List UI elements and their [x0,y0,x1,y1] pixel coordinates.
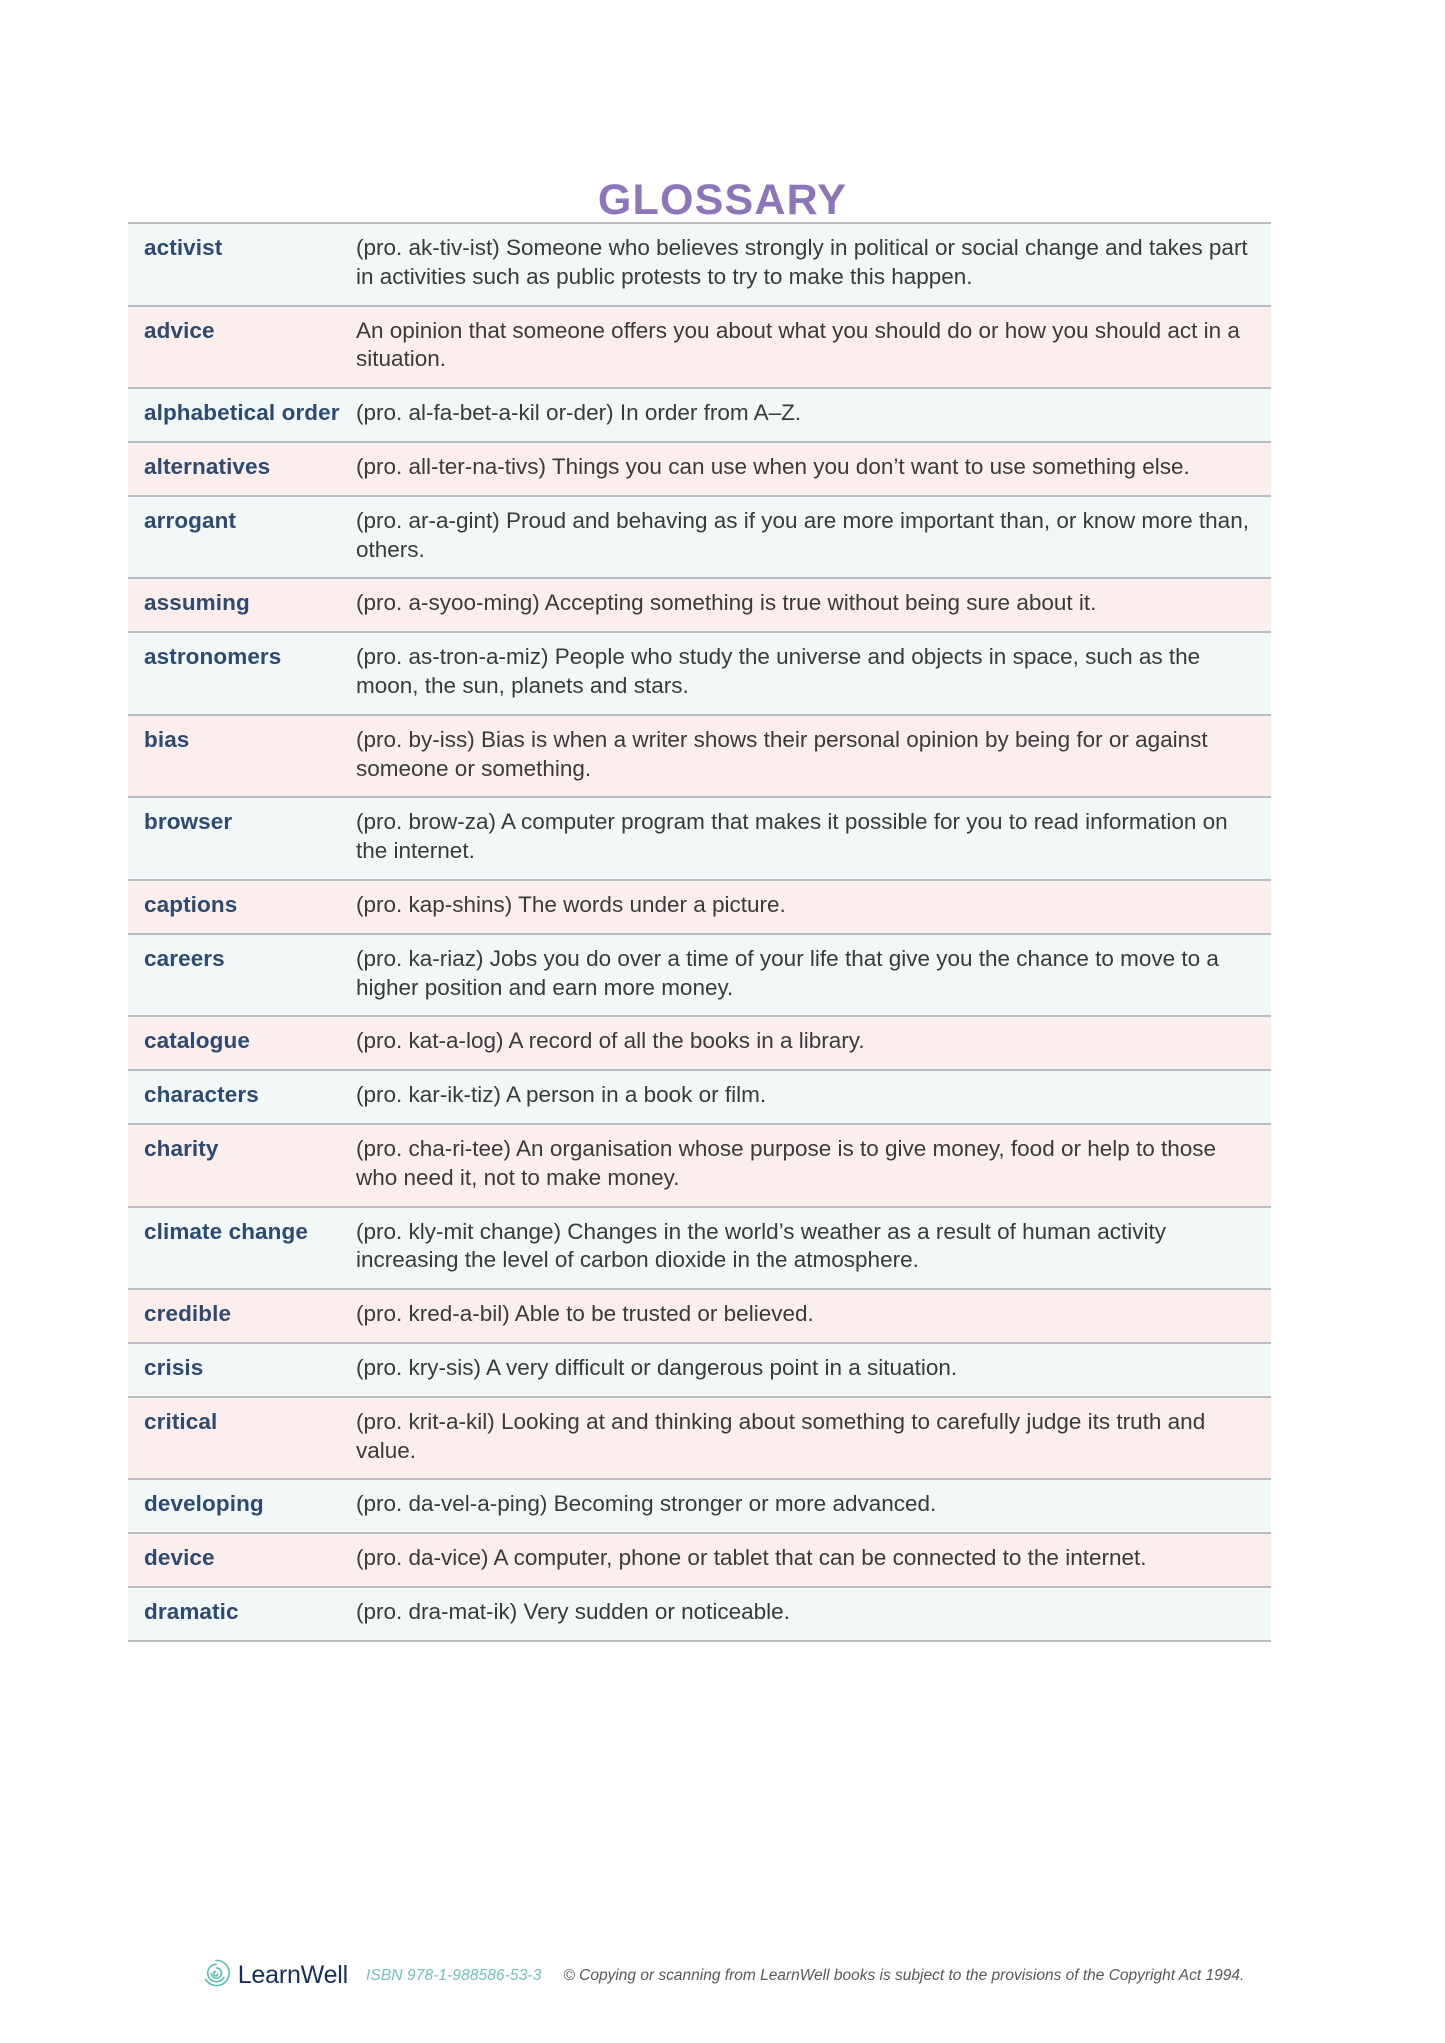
glossary-term-cell [128,1479,356,1533]
page-footer [0,1958,1445,1993]
glossary-definition-cell [356,1207,1271,1290]
glossary-row [128,1289,1271,1343]
glossary-row [128,1397,1271,1480]
glossary-row [128,306,1271,389]
glossary-row [128,442,1271,496]
glossary-term: charity [144,1135,219,1161]
glossary-row [128,223,1271,306]
glossary-term-cell [128,934,356,1017]
glossary-definition: (pro. krit-a-kil) Looking at and thinking about something to carefully judge its truth and value. [356,1408,1206,1463]
glossary-term-cell [128,1397,356,1480]
glossary-definition: (pro. al-fa-bet-a-kil or-der) In order from A–Z. [356,400,802,426]
glossary-row [128,1124,1271,1207]
glossary-term: catalogue [144,1028,250,1054]
glossary-definition-cell [356,880,1271,934]
glossary-definition: (pro. kly-mit change) Changes in the world’s weather as a result of human activity increasing the level of carbon dioxide in the atmosphere. [356,1218,1166,1273]
glossary-definition: (pro. kry-sis) A very difficult or dangerous point in a situation. [356,1354,958,1380]
glossary-definition-cell [356,1533,1271,1587]
glossary-row [128,797,1271,880]
glossary-term-cell [128,1016,356,1070]
glossary-definition-cell [356,715,1271,798]
glossary-definition-cell [356,306,1271,389]
glossary-definition-cell [356,388,1271,442]
glossary-term: credible [144,1301,232,1327]
glossary-definition-cell [356,496,1271,579]
glossary-definition-cell [356,1397,1271,1480]
glossary-definition-cell [356,223,1271,306]
glossary-definition-cell [356,1479,1271,1533]
glossary-term-cell [128,715,356,798]
glossary-definition-cell [356,578,1271,632]
glossary-term-cell [128,388,356,442]
glossary-row [128,1207,1271,1290]
glossary-definition: (pro. kred-a-bil) Able to be trusted or believed. [356,1301,814,1327]
glossary-definition-cell [356,1587,1271,1641]
glossary-definition-cell [356,797,1271,880]
glossary-term: dramatic [144,1598,239,1624]
glossary-definition: (pro. kar-ik-tiz) A person in a book or film. [356,1082,767,1108]
glossary-row [128,880,1271,934]
glossary-term: arrogant [144,507,237,533]
glossary-term-cell [128,880,356,934]
glossary-row [128,934,1271,1017]
glossary-row [128,1587,1271,1641]
glossary-term-cell [128,223,356,306]
brand-name: LearnWell [237,1961,349,1989]
glossary-term: alphabetical order [144,400,340,426]
glossary-term-cell [128,1070,356,1124]
glossary-row [128,1479,1271,1533]
glossary-row [128,388,1271,442]
glossary-row [128,1533,1271,1587]
glossary-definition-cell [356,1289,1271,1343]
glossary-definition-cell [356,1343,1271,1397]
learnwell-brand [201,1958,348,1993]
glossary-definition: (pro. kat-a-log) A record of all the books in a library. [356,1028,865,1054]
glossary-term: alternatives [144,453,271,479]
glossary-definition-cell [356,1124,1271,1207]
glossary-row [128,1016,1271,1070]
glossary-definition: (pro. dra-mat-ik) Very sudden or noticeable. [356,1598,790,1624]
glossary-term: advice [144,317,215,343]
glossary-definition: (pro. cha-ri-tee) An organisation whose purpose is to give money, food or help to those who need it, not to make money. [356,1135,1217,1190]
glossary-term-cell [128,1124,356,1207]
glossary-row [128,715,1271,798]
glossary-term-cell [128,1289,356,1343]
glossary-definition: (pro. brow-za) A computer program that makes it possible for you to read information on the internet. [356,809,1228,864]
page-title: GLOSSARY [597,175,848,224]
glossary-term: crisis [144,1354,204,1380]
glossary-row [128,1343,1271,1397]
isbn-text: ISBN 978-1-988586-53-3 [366,1966,542,1984]
glossary-definition: (pro. a-syoo-ming) Accepting something is true without being sure about it. [356,590,1097,616]
glossary-table [128,222,1271,1642]
glossary-definition: (pro. ar-a-gint) Proud and behaving as if you are more important than, or know more than, others. [356,507,1249,562]
glossary-row [128,632,1271,715]
glossary-term-cell [128,306,356,389]
glossary-definition: An opinion that someone offers you about what you should do or how you should act in a situation. [356,317,1240,372]
glossary-term: critical [144,1408,218,1434]
glossary-term-cell [128,496,356,579]
glossary-term: device [144,1545,215,1571]
glossary-definition: (pro. by-iss) Bias is when a writer shows their personal opinion by being for or against someone or something. [356,726,1208,781]
glossary-term: careers [144,945,225,971]
glossary-term: astronomers [144,644,282,670]
glossary-definition-cell [356,442,1271,496]
glossary-definition: (pro. kap-shins) The words under a picture. [356,891,786,917]
glossary-term-cell [128,632,356,715]
glossary-term: bias [144,726,190,752]
glossary-term: developing [144,1491,264,1517]
glossary-row [128,496,1271,579]
glossary-term: activist [144,235,223,260]
glossary-term: climate change [144,1218,308,1244]
glossary-term-cell [128,1343,356,1397]
glossary-definition-cell [356,1070,1271,1124]
glossary-term-cell [128,442,356,496]
glossary-term-cell [128,1587,356,1641]
glossary-definition-cell [356,934,1271,1017]
glossary-table-body [128,223,1271,1641]
glossary-row [128,578,1271,632]
glossary-definition: (pro. as-tron-a-miz) People who study the universe and objects in space, such as the moon, the sun, planets and stars. [356,644,1201,698]
glossary-term-cell [128,1207,356,1290]
glossary-definition: (pro. ak-tiv-ist) Someone who believes strongly in political or social change and takes part in activities such as public protests to try to make this happen. [356,235,1248,289]
glossary-term: characters [144,1082,259,1108]
copyright-text: © Copying or scanning from LearnWell books is subject to the provisions of the Copyright Act 1994. [563,1966,1245,1984]
glossary-term: captions [144,891,238,917]
glossary-term: assuming [144,590,250,616]
glossary-term-cell [128,578,356,632]
glossary-definition-cell [356,1016,1271,1070]
glossary-term-cell [128,797,356,880]
glossary-definition: (pro. all-ter-na-tivs) Things you can use when you don’t want to use something else. [356,453,1190,479]
glossary-definition: (pro. da-vel-a-ping) Becoming stronger or more advanced. [356,1491,937,1517]
glossary-definition: (pro. da-vice) A computer, phone or tablet that can be connected to the internet. [356,1545,1147,1571]
glossary-row [128,1070,1271,1124]
glossary-definition-cell [356,632,1271,715]
glossary-term: browser [144,809,233,835]
glossary-term-cell [128,1533,356,1587]
spiral-icon [201,1958,231,1993]
glossary-definition: (pro. ka-riaz) Jobs you do over a time of your life that give you the chance to move to a higher position and earn more money. [356,945,1219,1000]
